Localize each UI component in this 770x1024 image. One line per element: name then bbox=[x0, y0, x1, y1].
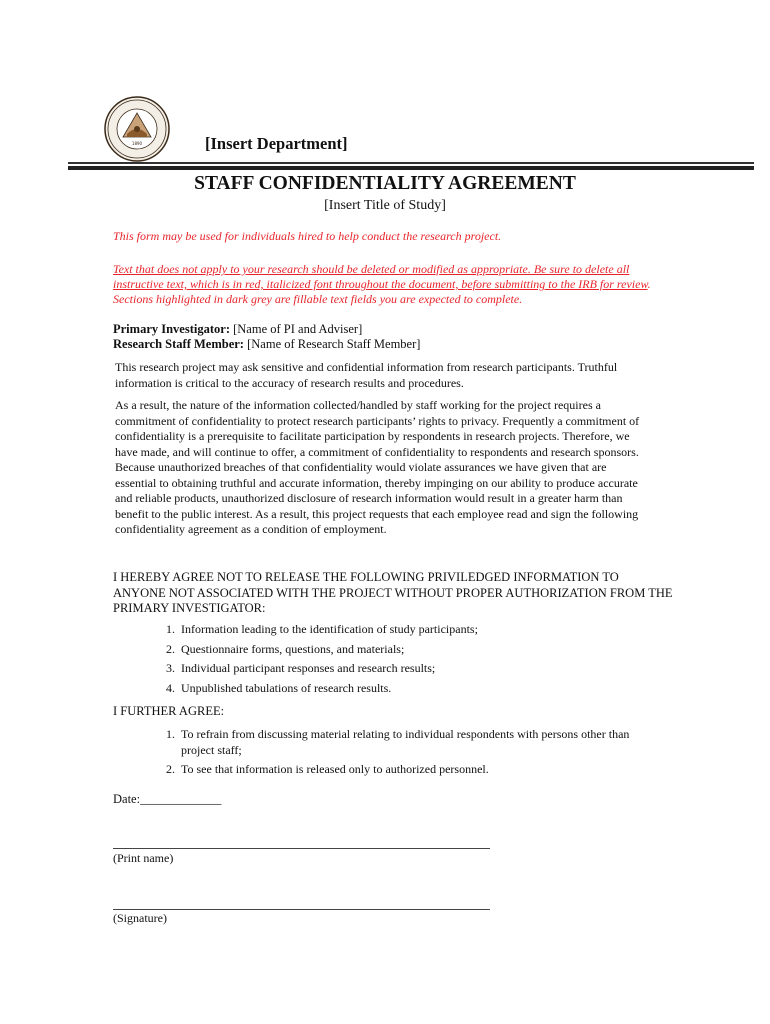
department-heading: [Insert Department] bbox=[205, 134, 348, 153]
further-agree-heading: I FURTHER AGREE: bbox=[113, 704, 225, 718]
staff-value: [Name of Research Staff Member] bbox=[243, 337, 421, 351]
list-item bbox=[166, 680, 631, 697]
list-item bbox=[166, 641, 631, 658]
print-name-line[interactable] bbox=[113, 848, 490, 849]
list-number: 2. bbox=[166, 641, 175, 656]
list-text: Individual participant responses and research results; bbox=[181, 661, 436, 675]
list-item bbox=[166, 727, 641, 758]
svg-text:1890: 1890 bbox=[131, 141, 143, 146]
print-name-label: (Print name) bbox=[113, 851, 174, 865]
list-text: Questionnaire forms, questions, and materials; bbox=[181, 641, 405, 656]
list-text: To refrain from discussing material relating to individual respondents with persons other than project staff; bbox=[181, 727, 630, 757]
list-number: 3. bbox=[166, 661, 175, 675]
rationale-paragraph: As a result, the nature of the information collected/handled by staff working for the project requires a commitment of confidentiality to protect research participants’ rights to privacy. Frequently a commitment of confidentiality is a prerequisite to facilitate participation by respondents in research projects. Therefore, we have made, and will continue to offer, a commitment of confidentiality to respondents and research sponsors. Because unauthorized breaches of that confidentiality would violate assurances we have given that are essential to obtaining truthful and accurate information, thereby impinging on our ability to produce accurate and reliable products, unauthorized disclosure of research information would result in a greater harm than benefit to the public interest. As a result, this project requests that each employee read and sign the following confidentiality agreement as a condition of employment. bbox=[115, 398, 640, 536]
header-rule-thin bbox=[68, 162, 754, 164]
staff-label: Research Staff Member: bbox=[113, 337, 244, 351]
list-number: 1. bbox=[166, 727, 175, 741]
list-item bbox=[166, 762, 641, 778]
list-text: Unpublished tabulations of research results. bbox=[181, 680, 392, 695]
list-number: 4. bbox=[166, 680, 175, 695]
instruction-note: This form may be used for individuals hired to help conduct the research project. bbox=[113, 229, 502, 243]
signature-label: (Signature) bbox=[113, 911, 167, 925]
list-number: 1. bbox=[166, 622, 175, 636]
instruction-rest: . Sections highlighted in dark grey are fillable text fields you are expected to complete. bbox=[113, 277, 651, 306]
list-text: Information leading to the identification of study participants; bbox=[181, 622, 478, 636]
agreement-statement: I HEREBY AGREE NOT TO RELEASE THE FOLLOWING PRIVILEDGED INFORMATION TO ANYONE NOT ASSOCIATED WITH THE PROJECT WITHOUT PROPER AUTHORIZATION FROM THE PRIMARY INVESTIGATOR: bbox=[113, 570, 673, 615]
privileged-info-list bbox=[166, 622, 631, 700]
page-title: STAFF CONFIDENTIALITY AGREEMENT bbox=[194, 173, 576, 194]
seal-icon bbox=[104, 96, 170, 162]
pi-field bbox=[113, 322, 362, 337]
university-seal bbox=[104, 96, 170, 162]
further-agree-list bbox=[166, 727, 641, 782]
list-text: To see that information is released only to authorized personnel. bbox=[181, 762, 489, 776]
list-item bbox=[166, 622, 631, 638]
instruction-note-deletion bbox=[113, 262, 653, 307]
instruction-underlined: Text that does not apply to your research should be deleted or modified as appropriate. Be sure to delete all instructive text, which is in red, italicized font throughout the document, before submitting to the IRB for review bbox=[113, 262, 648, 291]
pi-value: [Name of PI and Adviser] bbox=[229, 322, 363, 336]
signature-line[interactable] bbox=[113, 909, 490, 910]
pi-label: Primary Investigator: bbox=[113, 322, 230, 336]
intro-paragraph: This research project may ask sensitive and confidential information from research participants. Truthful information is critical to the accuracy of research results and procedures. bbox=[115, 360, 618, 390]
list-item bbox=[166, 661, 631, 677]
list-number: 2. bbox=[166, 762, 175, 776]
staff-member-field bbox=[113, 337, 420, 352]
date-field[interactable]: Date:_____________ bbox=[113, 792, 222, 806]
study-title-field: [Insert Title of Study] bbox=[324, 198, 446, 213]
header-rule-thick bbox=[68, 166, 754, 170]
